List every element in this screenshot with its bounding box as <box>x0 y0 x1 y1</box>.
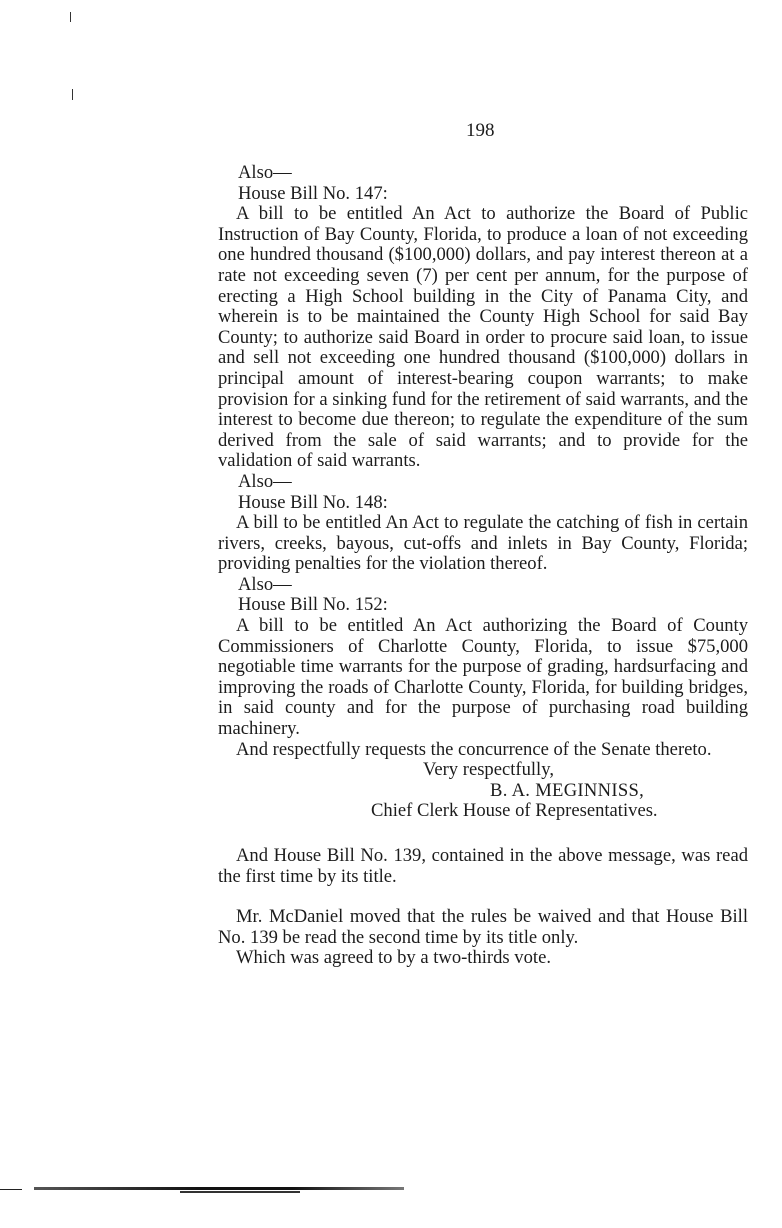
also-label-1: Also— <box>238 162 292 183</box>
bottom-rule-stub <box>0 1189 22 1190</box>
house-bill-152-heading: House Bill No. 152: <box>238 594 388 616</box>
bottom-rule-shadow <box>180 1191 300 1193</box>
page-number: 198 <box>466 120 495 141</box>
closing-line: Very respectfully, <box>423 759 554 781</box>
signer-name: B. A. MEGINNISS, <box>490 779 645 801</box>
motion-paragraph: Mr. McDaniel moved that the rules be waived and that House Bill No. 139 be read the second time by its title only. <box>218 906 748 948</box>
house-bill-148-heading: House Bill No. 148: <box>238 491 388 513</box>
house-bill-148-text: A bill to be entitled An Act to regulate the catching of fish in certain rivers, creeks, bayous, cut-offs and inlets in Bay County, Florida; providing penalties for the violation thereof. <box>218 512 748 575</box>
vote-paragraph: Which was agreed to by a two-thirds vote. <box>236 947 551 969</box>
bottom-rule <box>34 1187 404 1190</box>
also-label-2: Also— <box>238 470 292 492</box>
section-gap <box>218 822 748 846</box>
also-label-3: Also— <box>238 573 292 595</box>
margin-mark-top <box>70 12 71 22</box>
text-column <box>218 163 748 969</box>
signer-title: Chief Clerk House of Representatives. <box>371 800 658 822</box>
margin-mark-left <box>72 89 73 100</box>
house-bill-147-text: A bill to be entitled An Act to authorize the Board of Public Instruction of Bay County, Florida, to produce a loan of not exceeding one hundred thousand ($100,000) dollars, and pay interest thereon at a rate not exceeding seven (7) per cent per annum, for the purpose of erecting a High School building in the City of Panama City, and wherein is to be maintained the County High School for said Bay County; to authorize said Board in order to procure said loan, to issue and sell not exceeding one hundred thousand ($100,000) dollars in principal amount of interest-bearing coupon warrants; to make provision for a sinking fund for the retirement of said warrants, and the interest to become due thereon; to regulate the expenditure of the sum derived from the sale of said warrants; and to provide for the validation of said warrants. <box>218 203 748 472</box>
section-gap <box>218 887 748 907</box>
concurrence-request: And respectfully requests the concurrence of the Senate thereto. <box>236 738 712 760</box>
house-bill-152-text: A bill to be entitled An Act authorizing the Board of County Commissioners of Charlotte County, Florida, to issue $75,000 negotiable time warrants for the purpose of grading, hardsurfacing and improving the roads of Charlotte County, Florida, for building bridges, in said county and for the purpose of purchasing road building machinery. <box>218 615 748 740</box>
first-reading-paragraph: And House Bill No. 139, contained in the above message, was read the first time by its title. <box>218 845 748 887</box>
house-bill-147-heading: House Bill No. 147: <box>238 182 388 204</box>
